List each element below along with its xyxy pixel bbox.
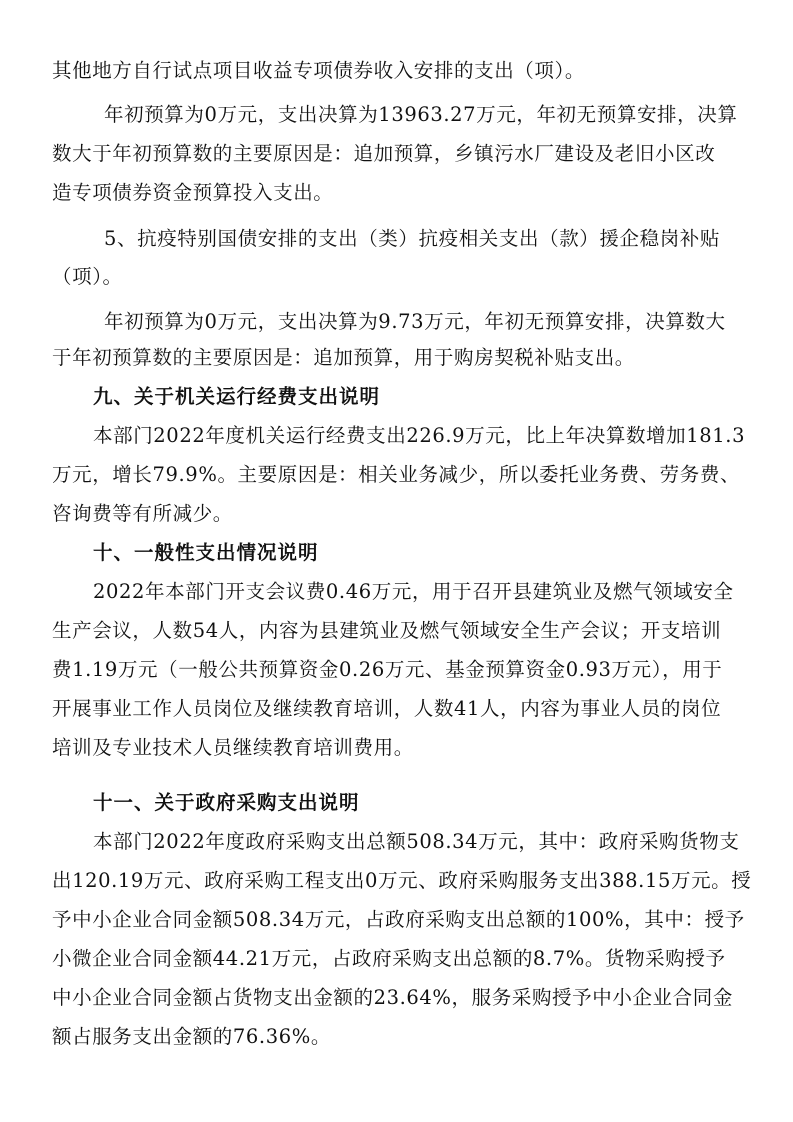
body-line: 年初预算为0万元，支出决算为9.73万元，年初无预算安排，决算数大 [104, 310, 726, 333]
body-line: 本部门2022年度政府采购支出总额508.34万元，其中：政府采购货物支 [93, 830, 740, 853]
body-line: 开展事业工作人员岗位及继续教育培训，人数41人，内容为事业人员的岗位 [52, 697, 722, 720]
body-line: 咨询费等有所减少。 [52, 502, 233, 525]
body-line: 本部门2022年度机关运行经费支出226.9万元，比上年决算数增加181.3 [93, 424, 746, 447]
body-line: 造专项债券资金预算投入支出。 [52, 181, 334, 204]
body-line: 于年初预算数的主要原因是：追加预算，用于购房契税补贴支出。 [52, 346, 635, 369]
section-heading: 十一、关于政府采购支出说明 [93, 791, 360, 814]
body-line: 培训及专业技术人员继续教育培训费用。 [52, 736, 414, 759]
section-heading: 九、关于机关运行经费支出说明 [93, 385, 381, 408]
section-heading: 十、一般性支出情况说明 [93, 541, 319, 564]
body-line: 予中小企业合同金额508.34万元，占政府采购支出总额的100%，其中：授予 [52, 908, 745, 931]
body-line: 其他地方自行试点项目收益专项债券收入安排的支出（项）。 [52, 59, 585, 82]
body-line: 万元，增长79.9%。主要原因是：相关业务减少，所以委托业务费、劳务费、 [52, 463, 741, 486]
body-line: 额占服务支出金额的76.36%。 [52, 1025, 331, 1048]
body-line: 生产会议，人数54人，内容为县建筑业及燃气领域安全生产会议；开支培训 [52, 619, 722, 642]
body-line: 出120.19万元、政府采购工程支出0万元、政府采购服务支出388.15万元。授 [52, 869, 752, 892]
body-line: 中小企业合同金额占货物支出金额的23.64%，服务采购授予中小企业合同金 [52, 986, 733, 1009]
body-line: （项）。 [52, 265, 123, 288]
body-line: 费1.19万元（一般公共预算资金0.26万元、基金预算资金0.93万元），用于 [52, 658, 723, 681]
body-line: 数大于年初预算数的主要原因是：追加预算，乡镇污水厂建设及老旧小区改 [52, 142, 716, 165]
body-line: 年初预算为0万元，支出决算为13963.27万元，年初无预算安排，决算 [104, 103, 738, 126]
body-line: 小微企业合同金额44.21万元，占政府采购支出总额的8.7%。货物采购授予 [52, 947, 726, 970]
body-line: 5、抗疫特别国债安排的支出（类）抗疫相关支出（款）援企稳岗补贴 [104, 227, 721, 250]
body-line: 2022年本部门开支会议费0.46万元，用于召开县建筑业及燃气领域安全 [93, 580, 734, 603]
